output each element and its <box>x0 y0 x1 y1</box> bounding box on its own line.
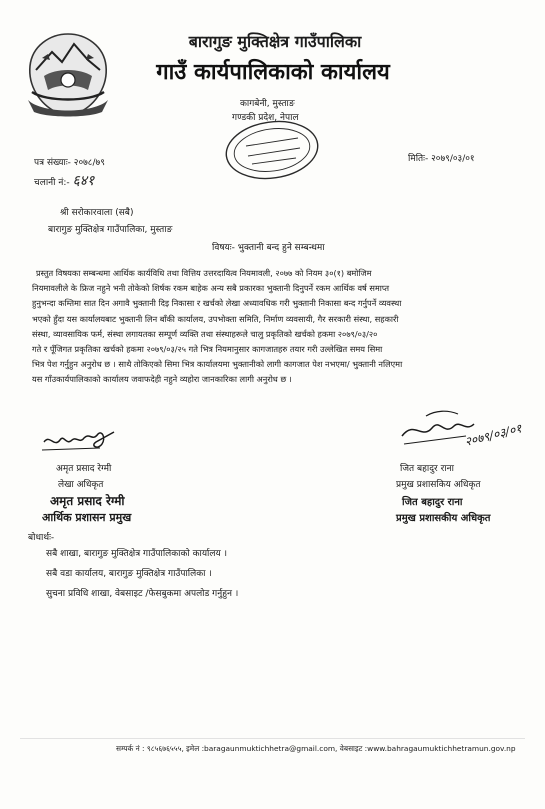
office-stamp-icon <box>212 114 332 186</box>
body-line: भित्र पेश गर्नुहुन अनुरोध छ । साथै तोकिएको सिमा भित्र कार्यालयमा भुक्तानीको लागी कागजात पेश नभएमा/ भुक्तानी नलिएमा <box>32 359 403 370</box>
dispatch-number <box>34 171 94 190</box>
left-signatory-name: अमृत प्रसाद रेग्मी <box>56 464 112 474</box>
right-name-stamp: जित बहादुर राना <box>402 497 463 508</box>
cc-list <box>46 544 238 604</box>
signature-right-icon <box>396 406 524 458</box>
body-line: गते र पूँजिगत प्रकृतिका खर्चको हकमा २०७९/०३/२५ गते भित्र नियमानुसार कागजातहरु तयार गरी उल्लेखित समय सिमा <box>32 344 383 355</box>
address-line-1: कागबेनी, मुस्ताङ <box>240 99 295 109</box>
right-title-stamp: प्रमुख प्रशासकीय अधिकृत <box>396 513 491 524</box>
footer-contact: सम्पर्क नं : ९८५६७६५५५, इमेल :baragaunmuktichhetra@gmail.com, वेबसाइट :www.bahragaumuktichhetramun.gov.np <box>116 744 516 753</box>
left-name-stamp: अमृत प्रसाद रेग्मी <box>50 494 125 508</box>
body-line: हुनुभन्दा कम्तिमा सात दिन अगावै भुक्तानी दिइ निकासा र खर्चको लेखा अध्यावधिक गरी भुक्तानी निकासा बन्द गर्नुपर्ने व्यवस्था <box>32 298 402 309</box>
left-signatory-title: लेखा अधिकृत <box>58 480 104 490</box>
office-name: गाउँ कार्यपालिकाको कार्यालय <box>156 60 390 85</box>
letter-date: मितिः- २०७९/०३/०१ <box>408 154 475 164</box>
signature-left-icon <box>40 424 116 454</box>
letter-subject: विषयः- भुक्तानी बन्द हुने सम्बन्धमा <box>212 243 325 253</box>
dispatch-label: चलानी नं:- <box>34 178 70 188</box>
right-signatory-title: प्रमुख प्रशासकिय अधिकृत <box>396 480 481 490</box>
body-line: नियमावलीले के फ्रिज नहुने भनी तोकेको शिर्षक रकम बाहेक अन्य सबै प्रकारका भुक्तानी दिनुपर्ने रकम आर्थिक वर्ष समाप्त <box>32 283 390 294</box>
nepal-emblem-icon <box>22 30 114 118</box>
letter-body <box>32 266 512 388</box>
cc-item: सबै वडा कार्यालय, बारागुङ मुक्तिक्षेत्र गाउँपालिका । <box>46 569 212 579</box>
cc-label: बोधार्थः- <box>28 533 55 543</box>
body-line: संस्था, व्यावसायिक फर्म, संस्था लगायतका सम्पूर्ण व्यक्ति तथा संस्थाहरूले चालु प्रकृतिको खर्चको हकमा २०७९/०३/२० <box>32 328 378 339</box>
dispatch-value: ६४१ <box>72 173 95 189</box>
body-line: प्रस्तुत विषयका सम्बन्धमा आर्थिक कार्यविधि तथा वित्तिय उत्तरदायित्व नियमावली, २०७७ को नियम ३०(१) बमोजिम <box>36 268 372 278</box>
cc-item: सबै शाखा, बारागुङ मुक्तिक्षेत्र गाउँपालिकाको कार्यालय । <box>46 549 227 559</box>
right-signatory-name: जित बहादुर राना <box>400 464 454 474</box>
recipient-line-1: श्री सरोकारवाला (सबै) <box>60 208 134 218</box>
municipality-name: बारागुङ मुक्तिक्षेत्र गाउँपालिका <box>188 32 362 51</box>
address-line-2: गण्डकी प्रदेश, नेपाल <box>232 113 299 123</box>
body-line: भएको हुँदा यस कार्यालयबाट भुक्तानी लिन बाँकी कार्यालय, उपभोक्ता समिति, निर्माण व्यवसायी, गैर सरकारी संस्था, सहकारी <box>32 313 399 324</box>
cc-item: सुचना प्रविधि शाखा, वेबसाइट /फेसबुकमा अपलोड गर्नुहुन । <box>46 589 239 599</box>
left-title-stamp: आर्थिक प्रशासन प्रमुख <box>42 511 132 524</box>
recipient-line-2: बारागुङ मुक्तिक्षेत्र गाउँपालिका, मुस्ताङ <box>48 225 173 235</box>
letter-reference-number: पत्र संख्याः- २०७८/७९ <box>34 158 105 168</box>
footer-divider <box>20 738 525 739</box>
body-line: यस गाँउकार्यपालिकाको कार्यालय जवाफदेही नहुने व्यहोरा जानकारिका लागी अनुरोध छ । <box>32 374 292 385</box>
signature-date: २०७९/०३/०१ <box>463 421 524 449</box>
